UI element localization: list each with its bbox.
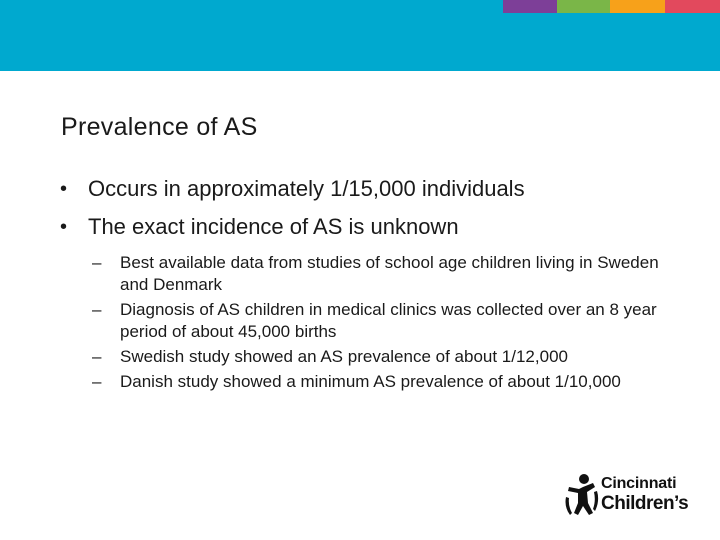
accent-strip-red: [665, 0, 720, 13]
sub-bullet-list: [92, 252, 672, 396]
dash-marker: –: [92, 300, 102, 319]
cincinnati-childrens-logo: [563, 473, 693, 517]
bullet-text: Occurs in approximately 1/15,000 individuals: [88, 176, 525, 201]
child-figure-icon: [563, 473, 601, 517]
sub-bullet-text: Danish study showed a minimum AS prevalence of about 1/10,000: [120, 372, 621, 391]
accent-strip-orange: [610, 0, 665, 13]
accent-strip-green: [557, 0, 610, 13]
dash-marker: –: [92, 347, 102, 366]
sub-bullet-text: Swedish study showed an AS prevalence of about 1/12,000: [120, 347, 568, 366]
dash-marker: –: [92, 372, 102, 391]
bullet-item: [60, 212, 700, 242]
sub-bullet-text: Best available data from studies of school age children living in Sweden and Denmark: [120, 253, 659, 294]
bullet-marker: •: [60, 216, 68, 238]
sub-bullet-item: [92, 371, 672, 393]
dash-marker: –: [92, 253, 102, 272]
slide-title: Prevalence of AS: [61, 113, 258, 141]
bullet-list: [60, 174, 700, 250]
sub-bullet-item: [92, 252, 672, 296]
sub-bullet-text: Diagnosis of AS children in medical clinics was collected over an 8 year period of about 45,000 births: [120, 300, 657, 341]
bullet-marker: •: [60, 178, 68, 200]
bullet-item: [60, 174, 700, 204]
bullet-text: The exact incidence of AS is unknown: [88, 214, 459, 239]
accent-strip-purple: [503, 0, 557, 13]
sub-bullet-item: [92, 346, 672, 368]
sub-bullet-item: [92, 299, 672, 343]
logo-text-line2: Children’s: [601, 493, 689, 514]
logo-text-line1: Cincinnati: [601, 475, 677, 492]
